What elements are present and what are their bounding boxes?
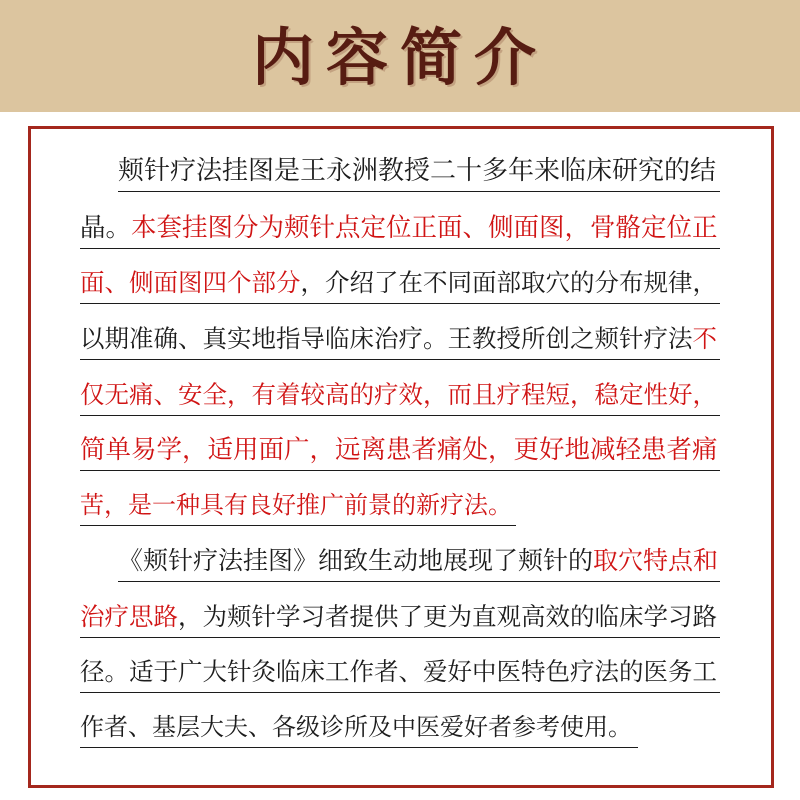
text-line xyxy=(80,596,720,638)
highlight-run: 苦，是一种具有良好推广前景的新疗法。 xyxy=(80,491,512,519)
text-run: 作者、基层大夫、各级诊所及中医爱好者参考使用。 xyxy=(80,713,632,741)
text-run: 晶。 xyxy=(80,213,132,243)
text-run: 颊针疗法挂图是王永洲教授二十多年来临床研究的结 xyxy=(118,156,717,186)
page-title: 内容简介 xyxy=(251,21,548,94)
text-run: ，为颊针学习者提供了更为直观高效的临床学习路 xyxy=(178,602,717,631)
highlight-run: 简单易学，适用面广，远离患者痛处，更好地减轻患者痛 xyxy=(80,435,718,465)
text-run: 径。适于广大针灸临床工作者、爱好中医特色疗法的医务工 xyxy=(80,657,717,686)
text-line xyxy=(80,318,720,360)
text-line xyxy=(80,706,638,748)
text-line xyxy=(80,651,720,693)
highlight-run: 面、侧面图四个部分 xyxy=(80,268,301,297)
highlight-run: 治疗思路 xyxy=(80,602,178,631)
text-line xyxy=(80,484,516,526)
highlight-run: 本套挂图分为颊针点定位正面、侧面图，骨骼定位正 xyxy=(131,213,718,243)
text-line xyxy=(80,262,720,304)
text-run: 《颊针疗法挂图》细致生动地展现了颊针的 xyxy=(118,546,594,575)
text-line xyxy=(118,540,720,582)
highlight-run: 取穴特点和 xyxy=(593,546,719,575)
text-run: 以期准确、真实地指导临床治疗。王教授所创之颊针疗法 xyxy=(80,324,693,353)
highlight-run: 仅无痛、安全，有着较高的疗效，而且疗程短，稳定性好， xyxy=(80,380,717,409)
text-line xyxy=(80,374,720,416)
text-line xyxy=(80,207,720,249)
text-line xyxy=(118,150,720,192)
text-line xyxy=(80,429,720,471)
highlight-run: 不 xyxy=(692,324,717,353)
text-run: ，介绍了在不同面部取穴的分布规律， xyxy=(300,268,717,297)
